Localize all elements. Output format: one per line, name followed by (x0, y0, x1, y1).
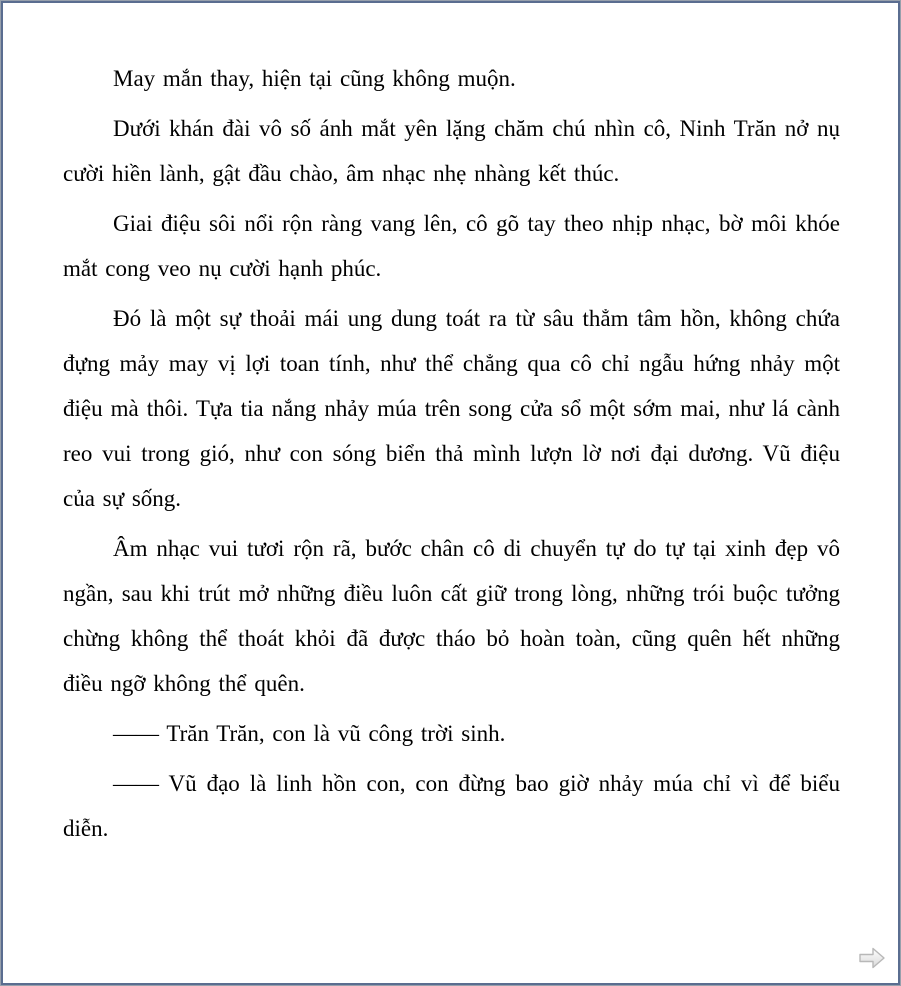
next-page-button[interactable] (857, 944, 887, 972)
paragraph: Giai điệu sôi nổi rộn ràng vang lên, cô gõ tay theo nhịp nhạc, bờ môi khóe mắt cong veo nụ cười hạnh phúc. (63, 211, 840, 281)
dialogue-paragraph: —— Vũ đạo là linh hồn con, con đừng bao giờ nhảy múa chỉ vì để biểu diễn. (63, 771, 840, 841)
paragraph: Âm nhạc vui tươi rộn rã, bước chân cô di chuyển tự do tự tại xinh đẹp vô ngần, sau khi trút mở những điều luôn cất giữ trong lòng, những trói buộc tưởng chừng không thể thoát khỏi đã được tháo bỏ hoàn toàn, cũng quên hết những điều ngỡ không thể quên. (63, 536, 840, 696)
paragraph: May mắn thay, hiện tại cũng không muộn. (113, 66, 516, 91)
document-content (3, 3, 898, 851)
dialogue-paragraph: —— Trăn Trăn, con là vũ công trời sinh. (113, 721, 506, 746)
forward-arrow-icon (857, 944, 887, 972)
paragraph: Đó là một sự thoải mái ung dung toát ra từ sâu thẳm tâm hồn, không chứa đựng mảy may vị lợi toan tính, như thể chẳng qua cô chỉ ngẫu hứng nhảy một điệu mà thôi. Tựa tia nắng nhảy múa trên song cửa sổ một sớm mai, như lá cành reo vui trong gió, như con sóng biển thả mình lượn lờ nơi đại dương. Vũ điệu của sự sống. (63, 306, 840, 511)
paragraph: Dưới khán đài vô số ánh mắt yên lặng chăm chú nhìn cô, Ninh Trăn nở nụ cười hiền lành, gật đầu chào, âm nhạc nhẹ nhàng kết thúc. (63, 116, 840, 186)
document-page (1, 1, 900, 985)
